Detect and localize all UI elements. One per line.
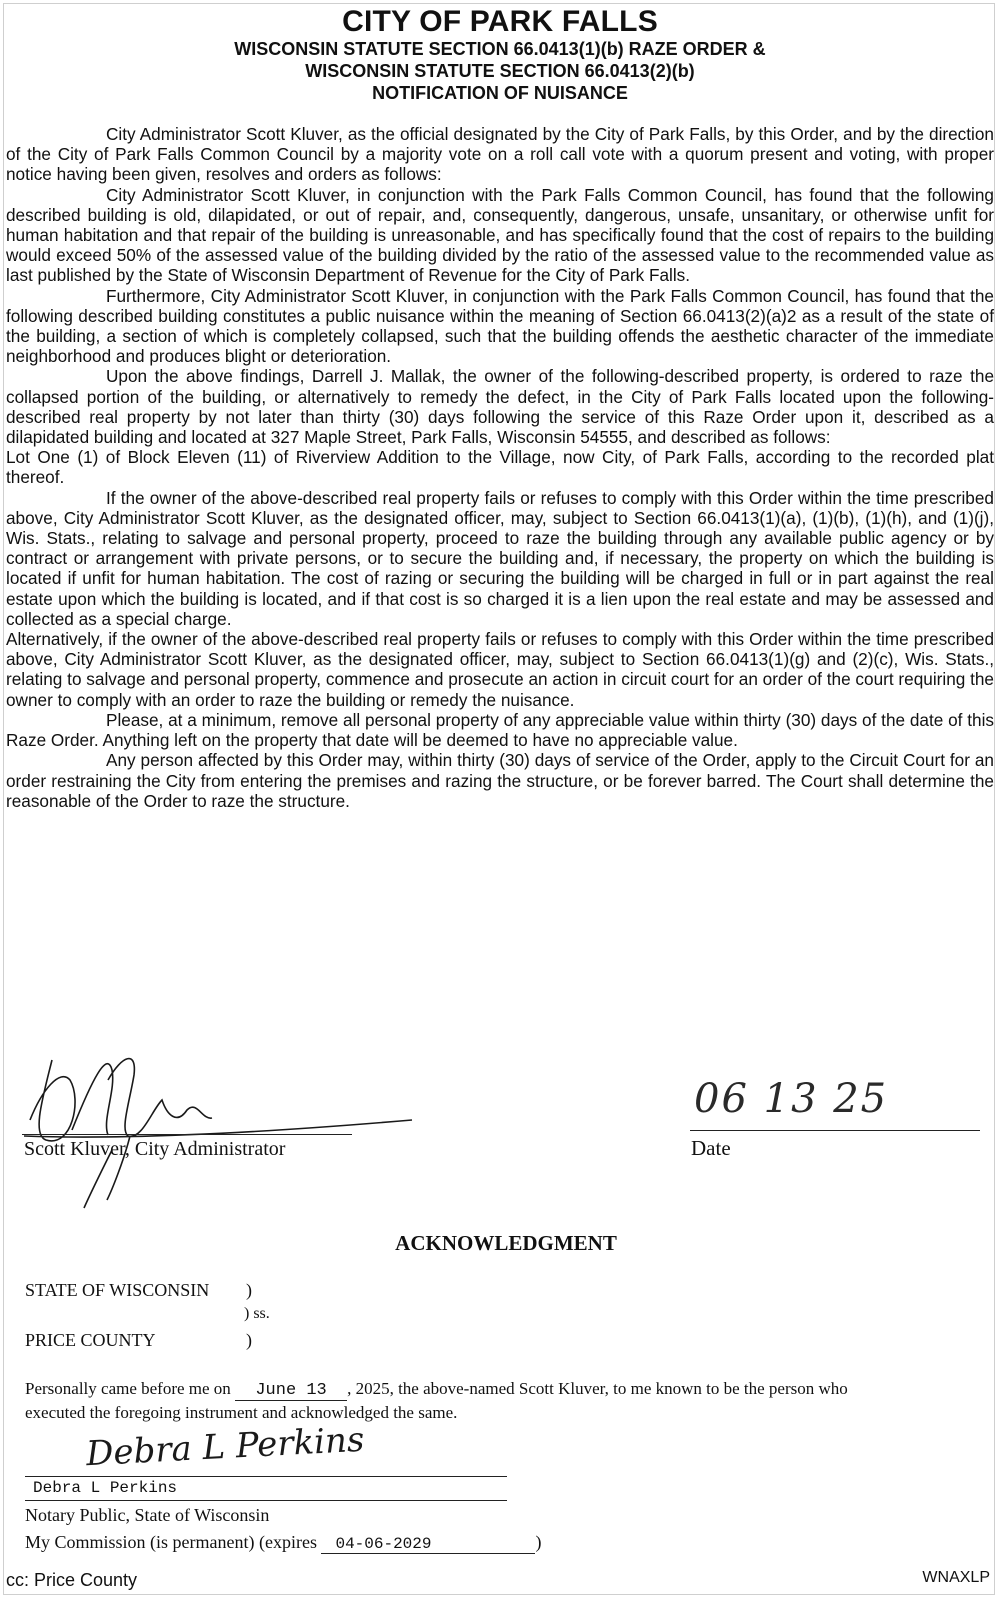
acknowledgment-text-post: , 2025, the above-named Scott Kluver, to me known to be the person who xyxy=(347,1379,848,1398)
commission-text-post: ) xyxy=(535,1532,542,1552)
paragraph-order: Upon the above findings, Darrell J. Mallak, the owner of the following-described property, is ordered to raze the collapsed portion of the building, or alternatively to remedy the defect, in the City of Park Falls located upon the following-described real property by not later than thirty (30) days following the service of this Raze Order upon it, described as a dilapidated building and located at 327 Maple Street, Park Falls, Wisconsin 54555, and described as follows: xyxy=(6,366,994,448)
venue-state-paren: ) xyxy=(246,1280,252,1300)
paragraph-personal-property: Please, at a minimum, remove all personal property of any appreciable value within thirty (30) days of the date of this Raze Order. Anything left on the property that date will be deemed to have no appreciable value. xyxy=(6,709,994,751)
paragraph-alternative-action: Alternatively, if the owner of the above-described real property fails or refuses to comply with this Order within the time prescribed above, City Administrator Scott Kluver, as the designated officer, may, subject to Section 66.0413(1)(g) and (2)(c), Wis. Stats., relating to salvage and personal property, commence and prosecute an action in circuit court for an order of the court requiring the owner to comply with an order to raze the building or remedy the nuisance. xyxy=(6,629,994,710)
notary-signature-line xyxy=(25,1476,507,1477)
paragraph-legal-description: Lot One (1) of Block Eleven (11) of Riverview Addition to the Village, now City, of Park Falls, according to the recorded plat thereof. xyxy=(6,447,994,488)
notary-commission xyxy=(25,1532,541,1554)
date-signature-line xyxy=(690,1130,980,1131)
commission-text-pre: My Commission (is permanent) (expires xyxy=(25,1532,317,1552)
subtitle-line-1: WISCONSIN STATUTE SECTION 66.0413(1)(b) RAZE ORDER & xyxy=(234,39,766,59)
acknowledgment-date-field: June 13 xyxy=(235,1381,347,1401)
venue-state: STATE OF WISCONSIN xyxy=(25,1280,210,1300)
acknowledgment-statement-line2: executed the foregoing instrument and acknowledged the same. xyxy=(25,1403,458,1422)
administrator-signature-line xyxy=(22,1134,352,1135)
administrator-caption: Scott Kluver, City Administrator xyxy=(24,1138,286,1160)
cc-line: cc: Price County xyxy=(6,1570,138,1590)
paragraph-findings-dilapidated: City Administrator Scott Kluver, in conjunction with the Park Falls Common Council, has found that the following described building is old, dilapidated, or out of repair, and, consequently, dangerous, unsafe, unsanitary, or otherwise unfit for human habitation and that repair of the building is unreasonable, and has specifically found that the cost of repairs to the building would exceed 50% of the assessed value of the building divided by the ratio of the assessed value to the recommended value as last published by the State of Wisconsin Department of Revenue for the City of Park Falls. xyxy=(6,184,994,286)
acknowledgment-statement xyxy=(25,1379,848,1401)
subtitle-line-2: WISCONSIN STATUTE SECTION 66.0413(2)(b) xyxy=(305,61,695,81)
paragraph-raze-by-city: If the owner of the above-described real property fails or refuses to comply with this Order within the time prescribed above, City Administrator Scott Kluver, as the designated officer, may, subject to Section 66.0413(1)(a), (1)(b), (1)(h), and (1)(j), Wis. Stats., relating to salvage and personal property, proceed to raze the building through any available public agency or by contract or arrangement with private persons, or to secure the building and, if necessary, the property on which the building is located if unfit for human habitation. The cost of razing or securing the building will be charged in full or in part against the real estate upon which the building is located, and if that cost is so charged it is a lien upon the real estate and may be assessed and collected as a special charge. xyxy=(6,487,994,629)
acknowledgment-heading: ACKNOWLEDGMENT xyxy=(395,1231,617,1255)
venue-county: PRICE COUNTY xyxy=(25,1330,156,1350)
notary-name-typed: Debra L Perkins xyxy=(33,1479,178,1497)
order-body xyxy=(6,124,994,811)
commission-expiry-field: 04-06-2029 xyxy=(321,1535,535,1554)
acknowledgment-text-pre: Personally came before me on xyxy=(25,1379,231,1398)
handwritten-date: 06 13 25 xyxy=(694,1076,889,1122)
paragraph-court-appeal: Any person affected by this Order may, within thirty (30) days of service of the Order, apply to the Circuit Court for an order restraining the City from entering the premises and razing the structure, or be forever barred. The Court shall determine the reasonable of the Order to raze the structure. xyxy=(6,750,994,811)
notary-signature: Debra L Perkins xyxy=(85,1419,366,1475)
paragraph-findings-nuisance: Furthermore, City Administrator Scott Kluver, in conjunction with the Park Falls Common Council, has found that the following described building constitutes a public nuisance within the meaning of Section 66.0413(2)(a)2 as a result of the state of the building, a section of which is completely collapsed, such that the building offends the aesthetic character of the immediate neighborhood and produces blight or deterioration. xyxy=(6,285,994,367)
document-title: CITY OF PARK FALLS xyxy=(342,5,658,38)
notary-title: Notary Public, State of Wisconsin xyxy=(25,1505,270,1525)
subtitle-line-3: NOTIFICATION OF NUISANCE xyxy=(372,83,628,103)
venue-ss: ) ss. xyxy=(244,1305,270,1322)
paragraph-intro: City Administrator Scott Kluver, as the official designated by the City of Park Falls, by this Order, and by the direction of the City of Park Falls Common Council by a majority vote on a roll call vote with a quorum present and voting, with proper notice having been given, resolves and orders as follows: xyxy=(6,124,994,185)
date-caption: Date xyxy=(691,1136,731,1160)
notary-name-line xyxy=(25,1500,507,1501)
publication-code: WNAXLP xyxy=(922,1569,990,1586)
venue-county-paren: ) xyxy=(246,1330,252,1350)
administrator-signature xyxy=(12,1040,432,1210)
